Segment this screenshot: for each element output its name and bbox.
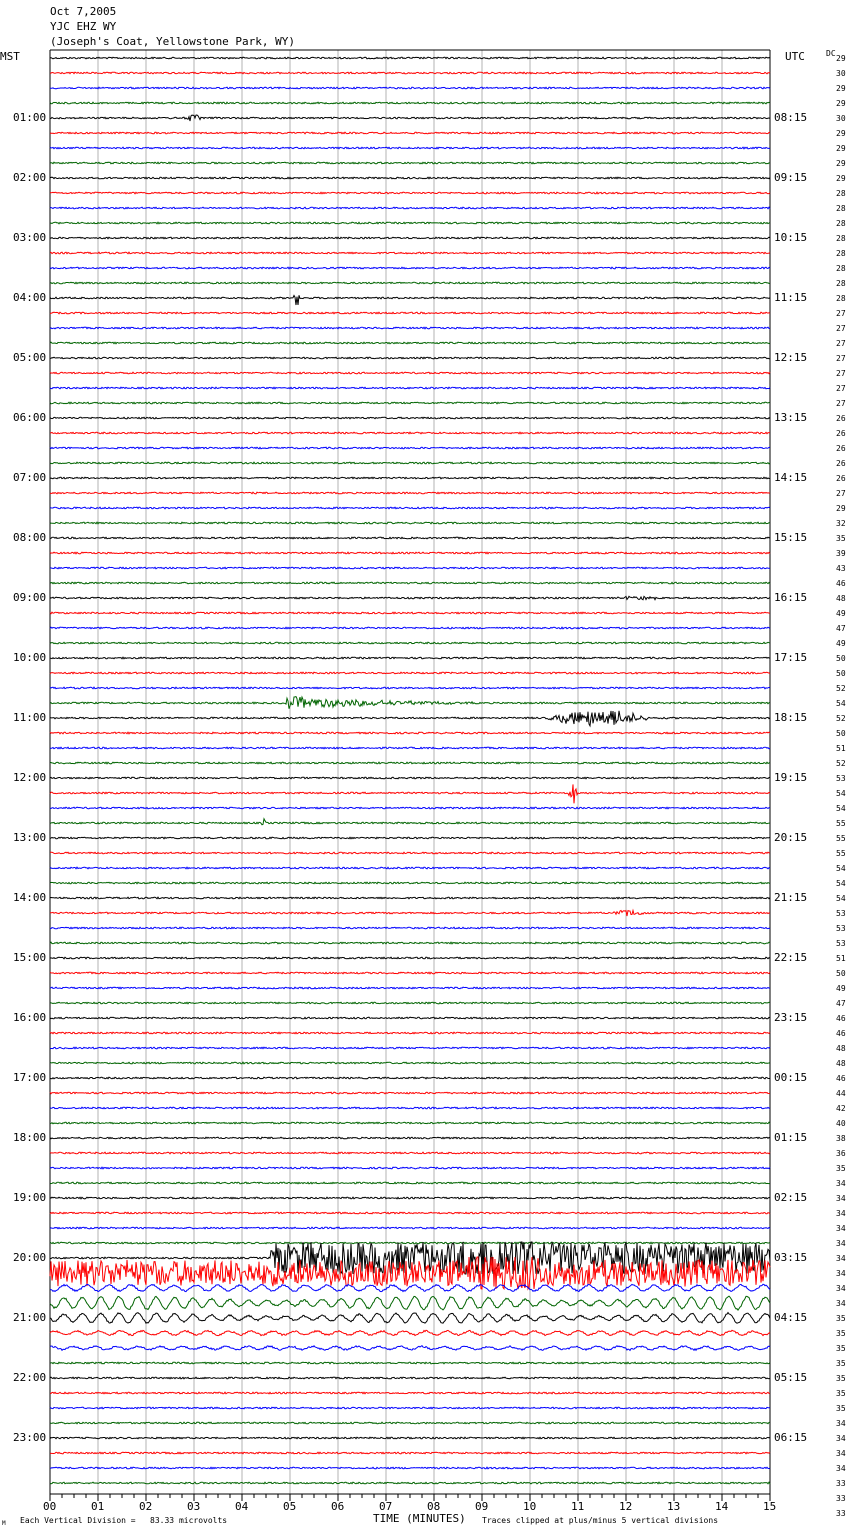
trace-line — [50, 327, 770, 329]
trace-line — [50, 132, 770, 134]
left-hour-label: 22:00 — [13, 1371, 47, 1384]
trace-line — [50, 1242, 770, 1244]
trace-line — [50, 147, 770, 149]
dc-offset-label: 29 — [836, 159, 846, 168]
trace-line — [50, 282, 770, 284]
dc-offset-label: 33 — [836, 1509, 846, 1518]
trace-line — [50, 807, 770, 809]
x-tick-label: 13 — [667, 1500, 681, 1513]
x-tick-label: 10 — [523, 1500, 537, 1513]
trace-line — [50, 972, 770, 974]
trace-line — [50, 762, 770, 764]
dc-offset-label: 34 — [836, 1449, 846, 1458]
header-date: Oct 7,2005 — [50, 5, 117, 18]
trace-line — [50, 657, 770, 659]
right-hour-label: 05:15 — [774, 1371, 808, 1384]
left-hour-label: 12:00 — [13, 771, 47, 784]
dc-offset-label: 46 — [836, 1074, 846, 1083]
left-hour-label: 18:00 — [13, 1131, 47, 1144]
dc-offset-label: 36 — [836, 1149, 846, 1158]
left-hour-label: 10:00 — [13, 651, 47, 664]
left-hour-label: 19:00 — [13, 1191, 47, 1204]
dc-offset-label: 50 — [836, 654, 846, 663]
dc-offset-label: 48 — [836, 1059, 846, 1068]
trace-line — [50, 237, 770, 239]
left-hour-label: 09:00 — [13, 591, 47, 604]
trace-line — [50, 507, 770, 509]
right-hour-label: 01:15 — [774, 1131, 808, 1144]
trace-line — [50, 1467, 770, 1469]
trace-line — [50, 537, 770, 539]
dc-offset-label: 29 — [836, 504, 846, 513]
x-tick-label: 11 — [571, 1500, 585, 1513]
right-axis-title: UTC — [785, 50, 805, 63]
dc-offset-label: 26 — [836, 459, 846, 468]
dc-offset-label: 28 — [836, 264, 846, 273]
right-hour-label: 09:15 — [774, 171, 808, 184]
dc-offset-label: 51 — [836, 744, 846, 753]
trace-line — [50, 627, 770, 629]
left-hour-label: 08:00 — [13, 531, 47, 544]
dc-offset-label: 35 — [836, 1389, 846, 1398]
trace-line — [50, 432, 770, 434]
dc-offset-label: 46 — [836, 1014, 846, 1023]
trace-line — [50, 567, 770, 569]
right-hour-label: 03:15 — [774, 1251, 808, 1264]
dc-offset-label: 34 — [836, 1224, 846, 1233]
right-hour-label: 22:15 — [774, 951, 808, 964]
trace-line — [50, 1377, 770, 1379]
trace-line — [50, 1167, 770, 1169]
dc-offset-label: 48 — [836, 594, 846, 603]
dc-offset-label: 35 — [836, 1344, 846, 1353]
trace-line — [50, 295, 770, 305]
left-hour-label: 03:00 — [13, 231, 47, 244]
dc-offset-label: 35 — [836, 1404, 846, 1413]
dc-offset-label: 34 — [836, 1254, 846, 1263]
dc-offset-label: 29 — [836, 99, 846, 108]
trace-line — [50, 882, 770, 884]
left-hour-label: 02:00 — [13, 171, 47, 184]
dc-offset-label: 26 — [836, 444, 846, 453]
left-hour-label: 04:00 — [13, 291, 47, 304]
left-hour-label: 14:00 — [13, 891, 47, 904]
dc-offset-label: 55 — [836, 834, 846, 843]
dc-offset-label: 50 — [836, 729, 846, 738]
trace-line — [50, 1047, 770, 1049]
trace-line — [50, 115, 770, 121]
dc-offset-label: 30 — [836, 114, 846, 123]
x-tick-label: 04 — [235, 1500, 249, 1513]
trace-line — [50, 1092, 770, 1094]
trace-line — [50, 102, 770, 104]
trace-line — [50, 387, 770, 389]
x-tick-label: 05 — [283, 1500, 297, 1513]
trace-line — [50, 1482, 770, 1484]
x-axis-label: TIME (MINUTES) — [373, 1512, 466, 1525]
x-tick-label: 09 — [475, 1500, 489, 1513]
x-tick-label: 12 — [619, 1500, 633, 1513]
left-hour-label: 05:00 — [13, 351, 47, 364]
left-hour-label: 15:00 — [13, 951, 47, 964]
right-hour-label: 20:15 — [774, 831, 808, 844]
dc-offset-label: 35 — [836, 1374, 846, 1383]
dc-offset-label: 51 — [836, 954, 846, 963]
dc-offset-label: 49 — [836, 609, 846, 618]
right-hour-label: 04:15 — [774, 1311, 808, 1324]
trace-line — [50, 222, 770, 224]
left-hour-label: 11:00 — [13, 711, 47, 724]
dc-offset-label: 34 — [836, 1269, 846, 1278]
right-hour-label: 08:15 — [774, 111, 808, 124]
x-tick-label: 14 — [715, 1500, 729, 1513]
trace-line — [50, 867, 770, 869]
trace-line — [50, 852, 770, 854]
dc-offset-label: 47 — [836, 624, 846, 633]
dc-offset-label: 34 — [836, 1194, 846, 1203]
right-hour-label: 14:15 — [774, 471, 808, 484]
trace-line — [50, 711, 770, 726]
trace-line — [50, 1330, 770, 1335]
trace-line — [50, 252, 770, 254]
trace-line — [50, 612, 770, 614]
trace-line — [50, 402, 770, 404]
header-location: (Joseph's Coat, Yellowstone Park, WY) — [50, 35, 296, 48]
dc-offset-label: 35 — [836, 534, 846, 543]
dc-offset-label: 34 — [836, 1464, 846, 1473]
trace-line — [50, 1212, 770, 1214]
trace-line — [50, 162, 770, 164]
trace-line — [50, 417, 770, 419]
corner-mark: M — [2, 1520, 6, 1527]
dc-offset-label: 49 — [836, 639, 846, 648]
dc-offset-label: 28 — [836, 294, 846, 303]
dc-offset-label: 28 — [836, 249, 846, 258]
dc-offset-label: 32 — [836, 519, 846, 528]
left-hour-label: 07:00 — [13, 471, 47, 484]
trace-line — [50, 642, 770, 644]
trace-line — [50, 911, 770, 917]
right-hour-label: 16:15 — [774, 591, 808, 604]
dc-offset-label: 38 — [836, 1134, 846, 1143]
right-hour-label: 10:15 — [774, 231, 808, 244]
dc-offset-label: 35 — [836, 1329, 846, 1338]
dc-offset-label: 34 — [836, 1239, 846, 1248]
dc-offset-label: 54 — [836, 789, 846, 798]
trace-line — [50, 1313, 770, 1324]
trace-line — [50, 72, 770, 74]
dc-offset-label: 42 — [836, 1104, 846, 1113]
dc-offset-label: 26 — [836, 474, 846, 483]
trace-line — [50, 687, 770, 689]
dc-offset-label: 54 — [836, 804, 846, 813]
dc-offset-label: 26 — [836, 414, 846, 423]
trace-line — [50, 357, 770, 359]
left-hour-label: 23:00 — [13, 1431, 47, 1444]
dc-offset-label: 39 — [836, 549, 846, 558]
left-axis-title: MST — [0, 50, 20, 63]
dc-offset-label: 52 — [836, 759, 846, 768]
right-hour-label: 17:15 — [774, 651, 808, 664]
dc-offset-label: 53 — [836, 939, 846, 948]
x-tick-label: 00 — [43, 1500, 57, 1513]
scale-note: Each Vertical Division = 83.33 microvolts — [20, 1516, 228, 1525]
trace-line — [50, 897, 770, 899]
trace-line — [50, 1437, 770, 1439]
right-hour-label: 13:15 — [774, 411, 808, 424]
trace-line — [50, 1362, 770, 1364]
dc-offset-label: 47 — [836, 999, 846, 1008]
trace-line — [50, 447, 770, 449]
dc-offset-label: 43 — [836, 564, 846, 573]
dc-offset-label: 50 — [836, 669, 846, 678]
trace-line — [50, 1062, 770, 1064]
dc-offset-label: 44 — [836, 1089, 846, 1098]
trace-line — [50, 1077, 770, 1079]
dc-offset-label: 35 — [836, 1359, 846, 1368]
trace-line — [50, 1422, 770, 1424]
dc-offset-label: 55 — [836, 819, 846, 828]
dc-offset-label: 53 — [836, 909, 846, 918]
right-hour-label: 00:15 — [774, 1071, 808, 1084]
dc-offset-label: 46 — [836, 1029, 846, 1038]
trace-line — [50, 552, 770, 554]
trace-line — [50, 87, 770, 89]
right-hour-label: 23:15 — [774, 1011, 808, 1024]
trace-line — [50, 987, 770, 989]
trace-line — [50, 697, 770, 709]
left-hour-label: 01:00 — [13, 111, 47, 124]
right-hour-label: 02:15 — [774, 1191, 808, 1204]
dc-offset-label: 35 — [836, 1164, 846, 1173]
dc-offset-label: 35 — [836, 1314, 846, 1323]
x-tick-label: 02 — [139, 1500, 153, 1513]
trace-line — [50, 267, 770, 269]
trace-line — [50, 342, 770, 344]
dc-offset-label: 34 — [836, 1209, 846, 1218]
left-hour-label: 20:00 — [13, 1251, 47, 1264]
trace-line — [50, 747, 770, 749]
trace-line — [50, 957, 770, 959]
trace-line — [50, 837, 770, 839]
trace-line — [50, 57, 770, 59]
dc-offset-label: 29 — [836, 129, 846, 138]
dc-offset-label: 29 — [836, 84, 846, 93]
left-hour-label: 06:00 — [13, 411, 47, 424]
trace-line — [50, 942, 770, 944]
dc-offset-label: 55 — [836, 849, 846, 858]
trace-line — [50, 784, 770, 803]
dc-offset-label: 28 — [836, 189, 846, 198]
dc-offset-label: 27 — [836, 309, 846, 318]
dc-offset-label: 28 — [836, 204, 846, 213]
right-hour-label: 11:15 — [774, 291, 808, 304]
x-tick-label: 15 — [763, 1500, 777, 1513]
dc-offset-label: 29 — [836, 144, 846, 153]
dc-offset-label: 33 — [836, 1479, 846, 1488]
trace-line — [50, 596, 770, 600]
trace-line — [50, 207, 770, 209]
dc-offset-label: 34 — [836, 1284, 846, 1293]
dc-offset-label: 53 — [836, 924, 846, 933]
header-station: YJC EHZ WY — [50, 20, 117, 33]
trace-line — [50, 522, 770, 524]
trace-line — [50, 477, 770, 479]
dc-offset-label: 34 — [836, 1434, 846, 1443]
dc-offset-label: 29 — [836, 54, 846, 63]
trace-line — [50, 1227, 770, 1229]
dc-offset-label: 52 — [836, 714, 846, 723]
dc-offset-label: 34 — [836, 1299, 846, 1308]
dc-offset-label: 48 — [836, 1044, 846, 1053]
dc-offset-label: 34 — [836, 1179, 846, 1188]
trace-line — [50, 372, 770, 374]
trace-line — [50, 1032, 770, 1034]
x-tick-label: 07 — [379, 1500, 393, 1513]
dc-offset-label: 28 — [836, 234, 846, 243]
dc-offset-label: 29 — [836, 174, 846, 183]
dc-offset-label: 27 — [836, 399, 846, 408]
trace-line — [50, 1346, 770, 1351]
trace-line — [50, 777, 770, 779]
dc-offset-label: 54 — [836, 879, 846, 888]
dc-offset-label: 27 — [836, 324, 846, 333]
dc-offset-label: 40 — [836, 1119, 846, 1128]
x-tick-label: 03 — [187, 1500, 201, 1513]
trace-line — [50, 1152, 770, 1154]
dc-offset-label: 53 — [836, 774, 846, 783]
trace-line — [50, 312, 770, 314]
right-hour-label: 06:15 — [774, 1431, 808, 1444]
right-hour-label: 19:15 — [774, 771, 808, 784]
trace-line — [50, 192, 770, 194]
trace-line — [50, 1137, 770, 1139]
dc-offset-label: 49 — [836, 984, 846, 993]
trace-line — [50, 1002, 770, 1004]
trace-line — [50, 1182, 770, 1184]
dc-offset-label: 26 — [836, 429, 846, 438]
dc-offset-label: 30 — [836, 69, 846, 78]
dc-offset-label: 27 — [836, 354, 846, 363]
dc-offset-label: 28 — [836, 219, 846, 228]
trace-line — [50, 177, 770, 179]
trace-line — [50, 1284, 770, 1291]
dc-offset-label: 27 — [836, 384, 846, 393]
trace-line — [50, 1197, 770, 1199]
x-tick-label: 06 — [331, 1500, 345, 1513]
dc-offset-label: 28 — [836, 279, 846, 288]
dc-offset-label: 52 — [836, 684, 846, 693]
right-hour-label: 15:15 — [774, 531, 808, 544]
left-hour-label: 17:00 — [13, 1071, 47, 1084]
trace-line — [50, 732, 770, 734]
dc-offset-label: 27 — [836, 339, 846, 348]
trace-line — [50, 1392, 770, 1394]
trace-line — [50, 462, 770, 464]
left-hour-label: 16:00 — [13, 1011, 47, 1024]
dc-offset-label: 54 — [836, 894, 846, 903]
right-hour-label: 18:15 — [774, 711, 808, 724]
trace-line — [50, 672, 770, 674]
dc-offset-label: 27 — [836, 369, 846, 378]
trace-line — [50, 492, 770, 494]
trace-line — [50, 1452, 770, 1454]
dc-offset-label: 27 — [836, 489, 846, 498]
dc-offset-label: 46 — [836, 579, 846, 588]
dc-offset-label: 50 — [836, 969, 846, 978]
dc-offset-label: 34 — [836, 1419, 846, 1428]
clip-note: Traces clipped at plus/minus 5 vertical divisions — [482, 1516, 719, 1525]
dc-offset-label: 33 — [836, 1494, 846, 1503]
trace-line — [50, 1122, 770, 1124]
dc-offset-label: 54 — [836, 864, 846, 873]
x-tick-label: 08 — [427, 1500, 441, 1513]
trace-line — [50, 1407, 770, 1409]
trace-line — [50, 927, 770, 929]
left-hour-label: 13:00 — [13, 831, 47, 844]
trace-line — [50, 582, 770, 584]
right-hour-label: 21:15 — [774, 891, 808, 904]
left-hour-label: 21:00 — [13, 1311, 47, 1324]
dc-offset-label: 54 — [836, 699, 846, 708]
right-hour-label: 12:15 — [774, 351, 808, 364]
x-tick-label: 01 — [91, 1500, 105, 1513]
dc-label: DC — [826, 49, 836, 58]
trace-line — [50, 1017, 770, 1019]
trace-line — [50, 1107, 770, 1109]
trace-line — [50, 1296, 770, 1310]
trace-line — [50, 819, 770, 825]
